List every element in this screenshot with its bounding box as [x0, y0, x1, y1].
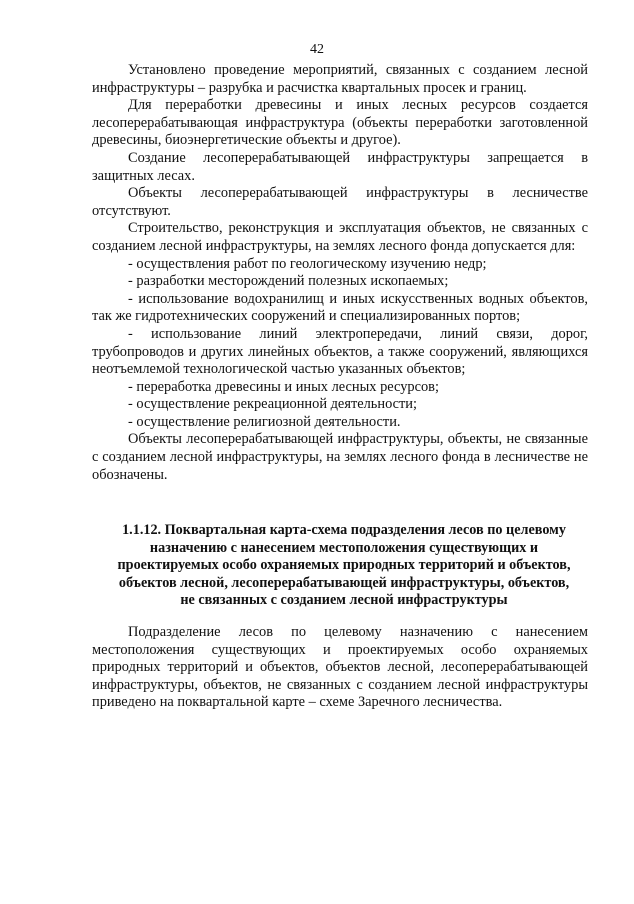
paragraph: Объекты лесоперерабатывающей инфраструктуры, объекты, не связанные с созданием лесной инфраструктуры, на землях лесного фонда в лесничестве не обозначены.	[92, 431, 588, 483]
list-item: - разработки месторождений полезных ископаемых;	[128, 273, 449, 290]
list-item: - осуществления работ по геологическому изучению недр;	[128, 255, 487, 272]
list-item: - использование линий электропередачи, линий связи, дорог, трубопроводов и других линейных объектов, а также сооружений, являющихся неотъемлемой технологической частью указанных объектов;	[92, 325, 588, 378]
list-item: - переработка древесины и иных лесных ресурсов;	[128, 378, 439, 395]
list-item: - использование водохранилищ и иных искусственных водных объектов, так же гидротехнических сооружений и специализированных портов;	[92, 290, 588, 325]
section-heading-line: не связанных с созданием лесной инфраструктуры	[180, 592, 508, 609]
section-heading-line: назначению с нанесением местоположения существующих и	[149, 539, 539, 556]
section-heading-line: проектируемых особо охраняемых природных территорий и объектов,	[117, 557, 571, 574]
section-body	[92, 624, 588, 712]
paragraph: Создание лесоперерабатывающей инфраструктуры запрещается в защитных лесах.	[92, 149, 588, 184]
paragraph: Строительство, реконструкция и эксплуатация объектов, не связанных с созданием лесной инфраструктуры, на землях лесного фонда допускается для:	[92, 220, 588, 254]
page-number: 42	[310, 42, 324, 57]
list-item: - осуществление религиозной деятельности.	[128, 413, 401, 430]
section-heading	[96, 522, 592, 610]
paragraph: Для переработки древесины и иных лесных ресурсов создается лесоперерабатывающая инфраструктура (объекты переработки заготовленной древесины, биоэнергетические объекты и другое).	[92, 97, 588, 149]
paragraph: Объекты лесоперерабатывающей инфраструктуры в лесничестве отсутствуют.	[92, 185, 588, 219]
body-text	[92, 62, 588, 484]
paragraph: Установлено проведение мероприятий, связанных с созданием лесной инфраструктуры – разрубка и расчистка квартальных просек и границ.	[92, 62, 588, 96]
list-item: - осуществление рекреационной деятельности;	[128, 396, 417, 413]
section-heading-line: 1.1.12. Поквартальная карта-схема подразделения лесов по целевому	[122, 522, 566, 538]
paragraph: Подразделение лесов по целевому назначению с нанесением местоположения существующих и проектируемых особо охраняемых природных территорий и объектов, объектов лесной, лесоперерабатывающей инфраструктуры, объектов, не связанных с созданием лесной инфраструктуры приведено на поквартальной карте – схеме Заречного лесничества.	[92, 624, 588, 711]
section-heading-line: объектов лесной, лесоперерабатывающей инфраструктуры, объектов,	[118, 574, 570, 591]
